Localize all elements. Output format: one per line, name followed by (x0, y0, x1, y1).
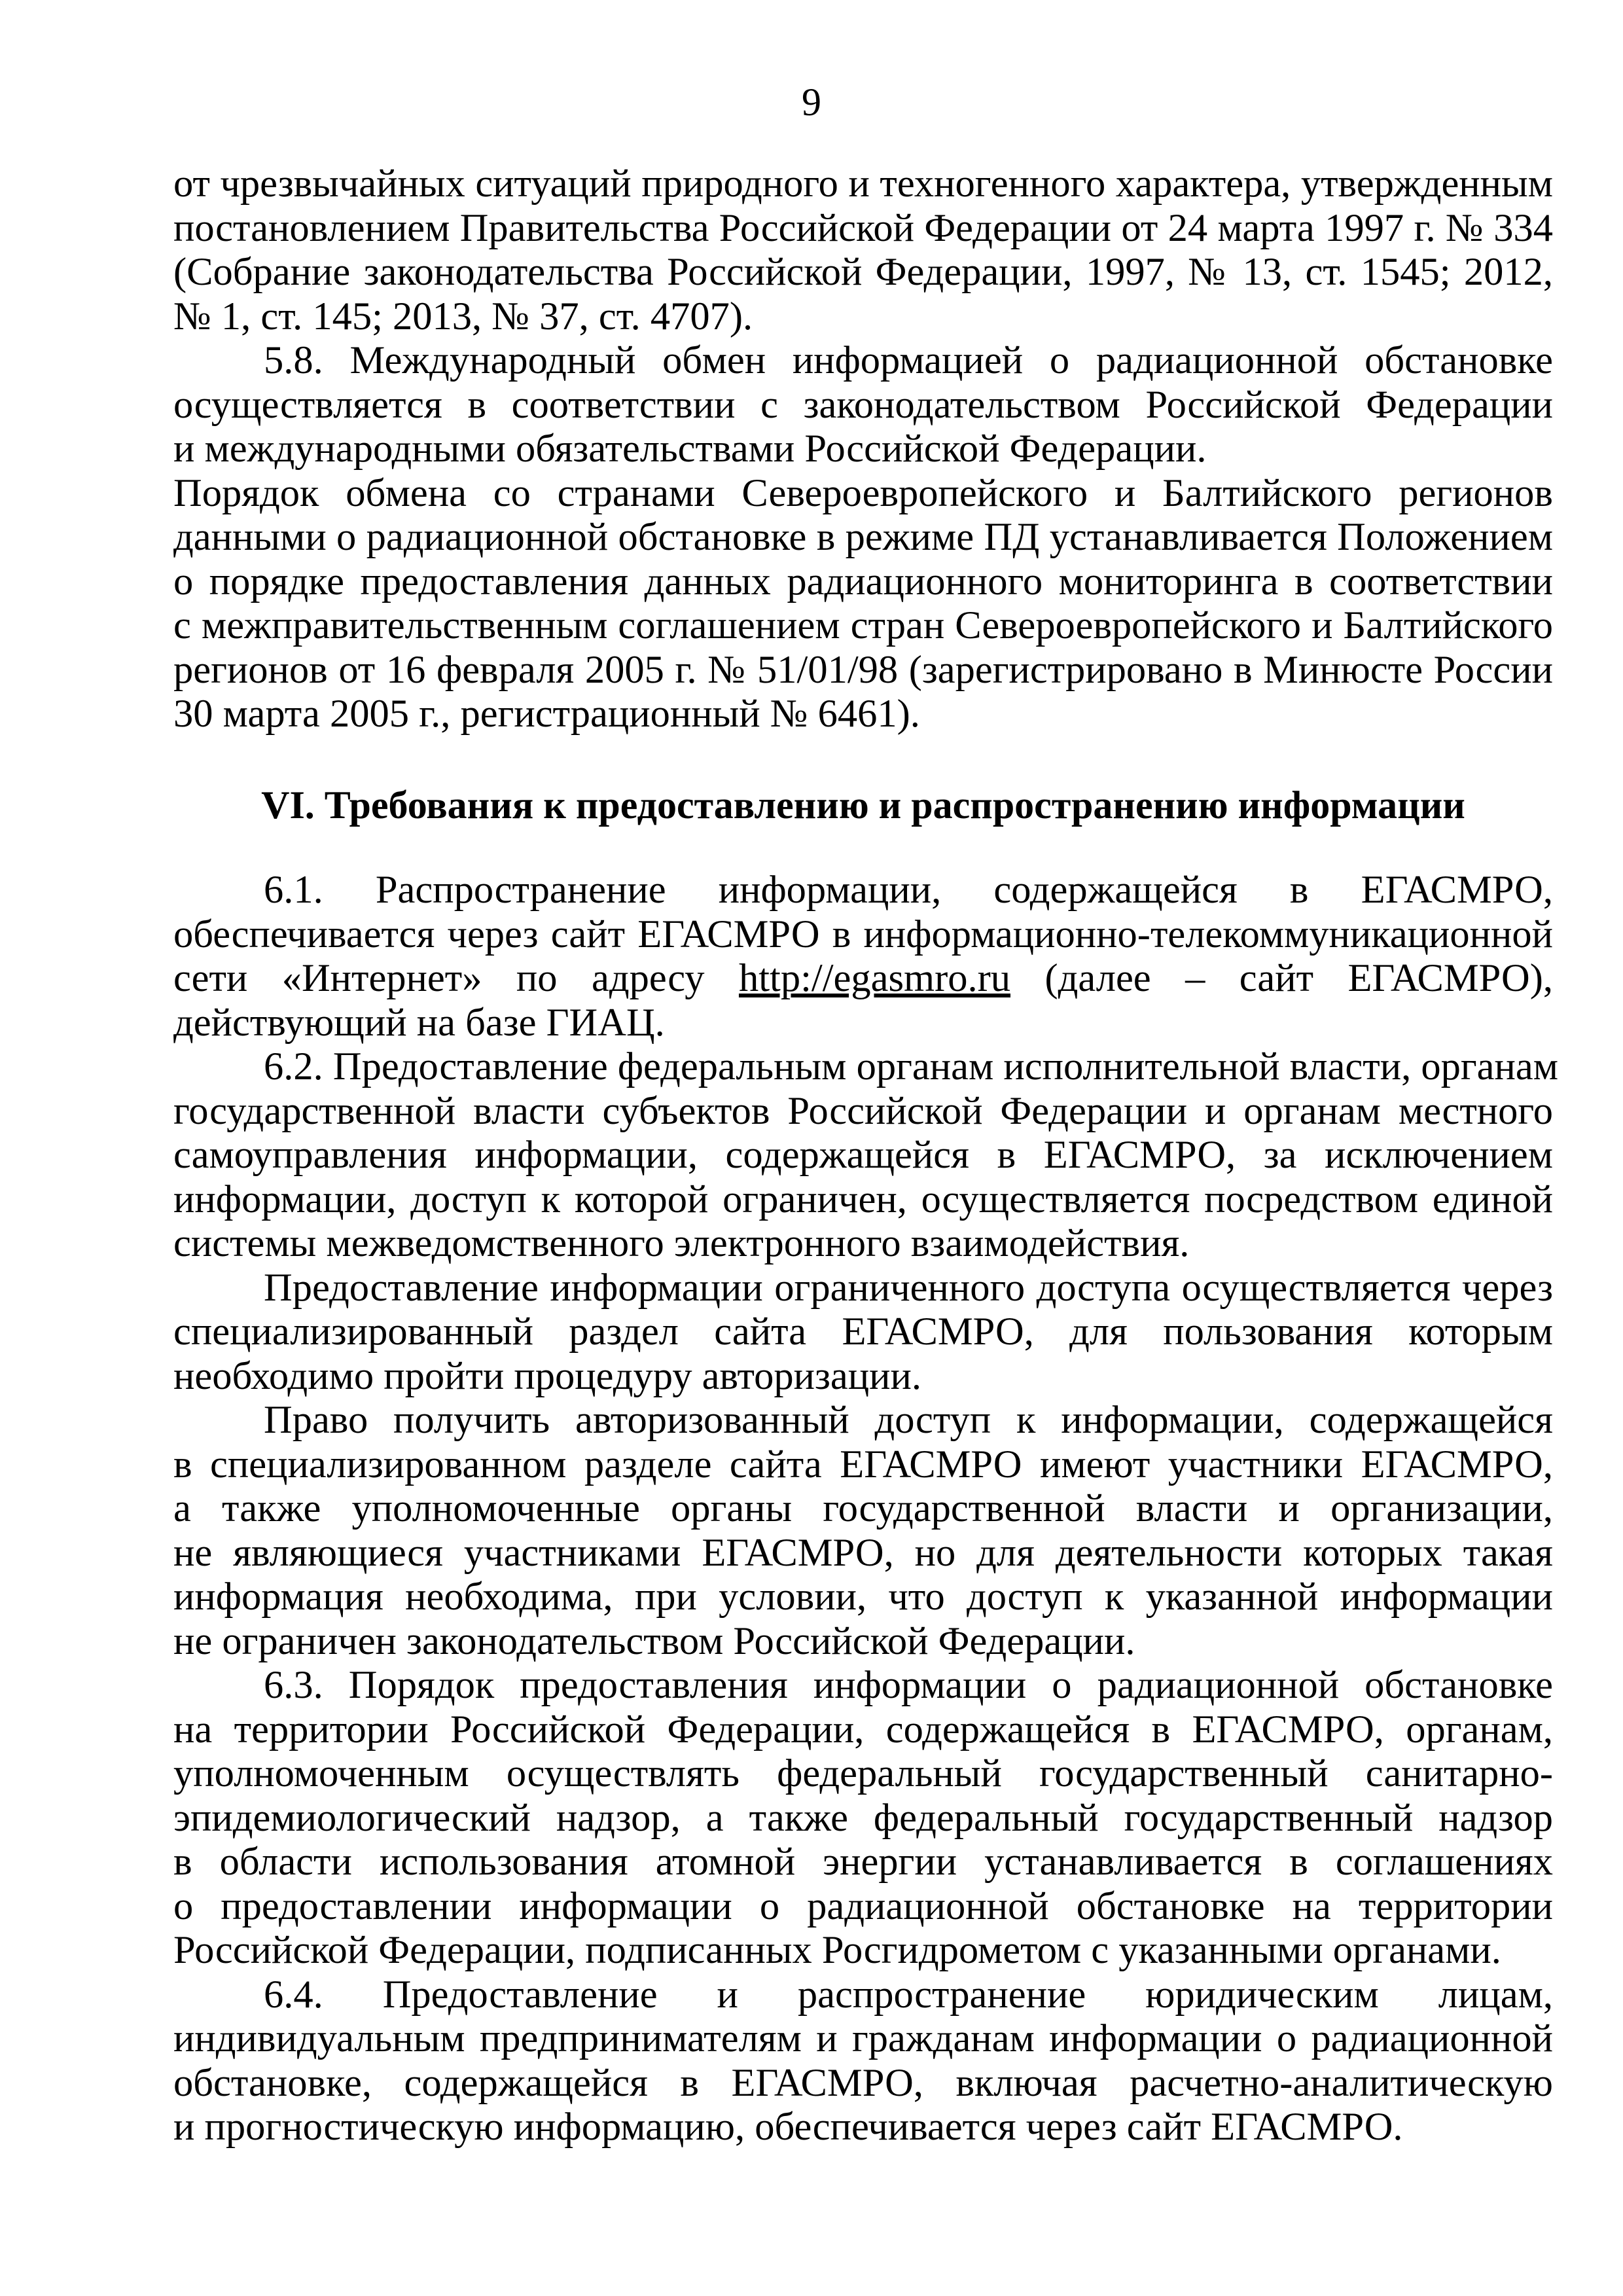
text-line: действующий на базе ГИАЦ. (173, 1000, 665, 1045)
text-line: Право получить авторизованный доступ к информации, содержащейся (264, 1398, 1553, 1442)
text-line: регионов от 16 февраля 2005 г. № 51/01/98 (зарегистрировано в Минюсте России (173, 647, 1553, 692)
text-line: постановлением Правительства Российской Федерации от 24 марта 1997 г. № 334 (173, 206, 1553, 250)
text-line: уполномоченным осуществлять федеральный государственный санитарно- (173, 1751, 1553, 1795)
text-line: в области использования атомной энергии устанавливается в соглашениях (173, 1840, 1553, 1884)
text-line: не являющиеся участниками ЕГАСМРО, но для деятельности которых такая (173, 1530, 1553, 1575)
text-line: обстановке, содержащейся в ЕГАСМРО, включая расчетно-аналитическую (173, 2060, 1553, 2105)
text-line: индивидуальным предпринимателям и гражданам информации о радиационной (173, 2017, 1553, 2060)
text-segment: сети «Интернет» по адресу (173, 956, 739, 1000)
text-line: с межправительственным соглашением стран Североевропейского и Балтийского (173, 603, 1553, 647)
text-line: 5.8. Международный обмен информацией о радиационной обстановке (264, 338, 1553, 382)
text-line: информация необходима, при условии, что доступ к указанной информации (173, 1575, 1553, 1619)
page-number: 9 (802, 81, 821, 124)
text-segment: (далее – сайт ЕГАСМРО), (1010, 956, 1553, 1000)
text-line: № 1, ст. 145; 2013, № 37, ст. 4707). (173, 294, 753, 338)
text-line: а также уполномоченные органы государственной власти и организации, (173, 1486, 1553, 1530)
text-line (173, 956, 1553, 1001)
text-line: 6.4. Предоставление и распространение юридическим лицам, (264, 1972, 1553, 2017)
paragraph-5-8 (173, 338, 1553, 471)
document-body (173, 162, 1559, 2149)
text-line: Предоставление информации ограниченного доступа осуществляется через (264, 1265, 1553, 1310)
text-line: государственной власти субъектов Российской Федерации и органам местного (173, 1088, 1553, 1133)
paragraph-6-2 (173, 1045, 1559, 1266)
paragraph-continuation (173, 162, 1553, 338)
text-line: эпидемиологический надзор, а также федеральный государственный надзор (173, 1795, 1553, 1840)
paragraph-exchange-order (173, 471, 1553, 736)
text-line: самоуправления информации, содержащейся в ЕГАСМРО, за исключением (173, 1133, 1553, 1177)
paragraph-6-4 (173, 1973, 1553, 2149)
website-link[interactable]: http://egasmro.ru (738, 956, 1010, 1000)
text-line: Порядок обмена со странами Североевропейского и Балтийского регионов (173, 471, 1553, 515)
paragraph-restricted-access (173, 1266, 1553, 1399)
text-line: информации, доступ к которой ограничен, осуществляется посредством единой (173, 1177, 1553, 1221)
text-line: на территории Российской Федерации, содержащейся в ЕГАСМРО, органам, (173, 1707, 1553, 1751)
text-line: необходимо пройти процедуру авторизации. (173, 1354, 922, 1398)
text-line: 6.2. Предоставление федеральным органам исполнительной власти, органам (264, 1045, 1559, 1088)
text-line: не ограничен законодательством Российской Федерации. (173, 1619, 1135, 1663)
text-line: и прогностическую информацию, обеспечивается через сайт ЕГАСМРО. (173, 2105, 1403, 2149)
text-line: в специализированном разделе сайта ЕГАСМРО имеют участники ЕГАСМРО, (173, 1442, 1553, 1486)
text-line: (Собрание законодательства Российской Федерации, 1997, № 13, ст. 1545; 2012, (173, 250, 1553, 294)
text-line: Российской Федерации, подписанных Росгидрометом с указанными органами. (173, 1928, 1501, 1972)
text-line: 6.3. Порядок предоставления информации о радиационной обстановке (264, 1663, 1553, 1707)
text-line: о предоставлении информации о радиационной обстановке на территории (173, 1884, 1553, 1928)
text-line: о порядке предоставления данных радиационного мониторинга в соответствии (173, 559, 1553, 603)
text-line: 6.1. Распространение информации, содержащейся в ЕГАСМРО, (264, 868, 1553, 912)
text-line: специализированный раздел сайта ЕГАСМРО, для пользования которым (173, 1310, 1553, 1354)
section-heading: VI. Требования к предоставлению и распространению информации (261, 783, 1465, 827)
text-line: осуществляется в соответствии с законодательством Российской Федерации (173, 382, 1553, 427)
paragraph-authorized-access (173, 1398, 1553, 1663)
paragraph-6-1 (173, 868, 1553, 1045)
text-line: данными о радиационной обстановке в режиме ПД устанавливается Положением (173, 515, 1553, 559)
text-line: системы межведомственного электронного взаимодействия. (173, 1221, 1190, 1265)
paragraph-6-3 (173, 1663, 1553, 1973)
text-line: от чрезвычайных ситуаций природного и техногенного характера, утвержденным (173, 162, 1553, 206)
text-line: и международными обязательствами Российской Федерации. (173, 427, 1207, 471)
text-line: 30 марта 2005 г., регистрационный № 6461). (173, 692, 920, 736)
text-line: обеспечивается через сайт ЕГАСМРО в информационно-телекоммуникационной (173, 912, 1553, 956)
